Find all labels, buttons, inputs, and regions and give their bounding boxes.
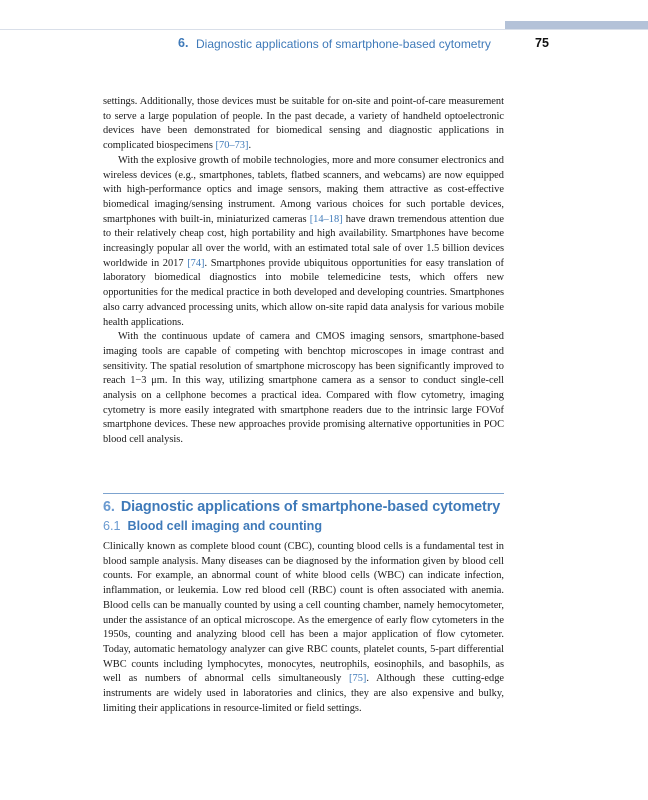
running-header-title: Diagnostic applications of smartphone-based cytometry — [196, 37, 491, 51]
text-run: have drawn tremendous attention due to their relatively cheap cost, high portability and high availability. Smartphones have become increasingly popular all over the world, with an estimated total sale of over 1.5 billion devices worldwide in 2017 — [103, 213, 504, 269]
section-title: Diagnostic applications of smartphone-based cytometry — [120, 499, 501, 515]
header-rule — [0, 29, 648, 30]
subsection-text-block — [103, 540, 504, 716]
paragraph — [103, 154, 504, 330]
paragraph — [103, 330, 504, 448]
text-run: . Smartphones provide ubiquitous opportunities for easy translation of laboratory biomedical diagnostics into mobile telemedicine tests, which offers new opportunities for the medical practice in both developed and developing countries. Smartphones also carry advanced processing units, which allow on-site rapid data analysis for various mobile health applications. — [103, 257, 504, 328]
citation-link[interactable]: [75] — [349, 673, 367, 685]
text-run: With the continuous update of camera and CMOS imaging sensors, smartphone-based imaging tools are capable of competing with benchtop microscopes in image contrast and sensitivity. The spatial resolution of smartphone microscopy has been significantly improved to reach 1−3 μm. In this way, utilizing smartphone camera as a sensor to conduct single-cell analysis on a cellphone becomes a practical idea. Compared with flow cytometry, imaging cytometry is more easily integrated with smartphone readers due to the intrinsic large FOVof smartphone devices. These new approaches provide promising alternative opportunities in POC blood cell analysis. — [103, 331, 504, 446]
citation-link[interactable]: [70–73] — [215, 140, 249, 152]
text-run: Clinically known as complete blood count (CBC), counting blood cells is a fundamental test in blood sample analysis. Many diseases can be diagnosed by the information given by blood cell counts. For example, an abnormal count of white blood cells (WBC) can indicate infection, inflammation, or leukemia. Low red blood cell (RBC) count is often associated with anemia. Blood cells can be manually counted by using a cell counting chamber, namely hemocytometer, under the assistance of an optical microscope. As the emergence of early flow cytometers in the 1950s, counting and analyzing blood cell has been a major application of flow cytometer. Today, automatic hematology analyzer can give RBC counts, platelet counts, 5-part differential WBC counts including lymphocytes, monocytes, neutrophils, eosinophils, and basophils, as well as numbers of abnormal cells simultaneously — [103, 541, 504, 685]
top-color-band — [505, 21, 648, 29]
page-number: 75 — [535, 36, 549, 50]
subsection-title: Blood cell imaging and counting — [127, 519, 323, 533]
running-header-section-number: 6. — [178, 36, 189, 50]
subsection-heading — [103, 519, 504, 533]
paragraph — [103, 95, 504, 154]
paragraph — [103, 540, 504, 716]
section-divider — [103, 493, 504, 494]
section-number: 6. — [103, 499, 115, 515]
running-header — [0, 36, 648, 52]
section-heading — [103, 499, 513, 515]
text-run: . — [248, 140, 252, 152]
text-run: With the explosive growth of mobile technologies, more and more consumer electronics and wireless devices (e.g., smartphones, tablets, flatbed scanners, and webcams) are now equipped with high-performance optics and image sensors, making them attractive as cost-effective biomedical imaging/sensing instrument. Among various choices for such portable devices, smartphones with built-in, miniaturized cameras — [103, 154, 504, 225]
citation-link[interactable]: [14–18] — [309, 213, 343, 225]
subsection-number: 6.1 — [103, 519, 121, 533]
text-run: . Although these cutting-edge instruments are widely used in laboratories and clinics, they are also expensive and bulky, limiting their applications in resource-limited or field settings. — [103, 673, 504, 714]
intro-text-block — [103, 95, 504, 448]
text-run: settings. Additionally, those devices must be suitable for on-site and point-of-care measurement to serve a large population of people. In the past decade, a variety of handheld optoelectronic devices have been demonstrated for biomedical sensing and diagnostic applications in complicated biospecimens — [103, 96, 504, 152]
citation-link[interactable]: [74] — [187, 257, 205, 269]
